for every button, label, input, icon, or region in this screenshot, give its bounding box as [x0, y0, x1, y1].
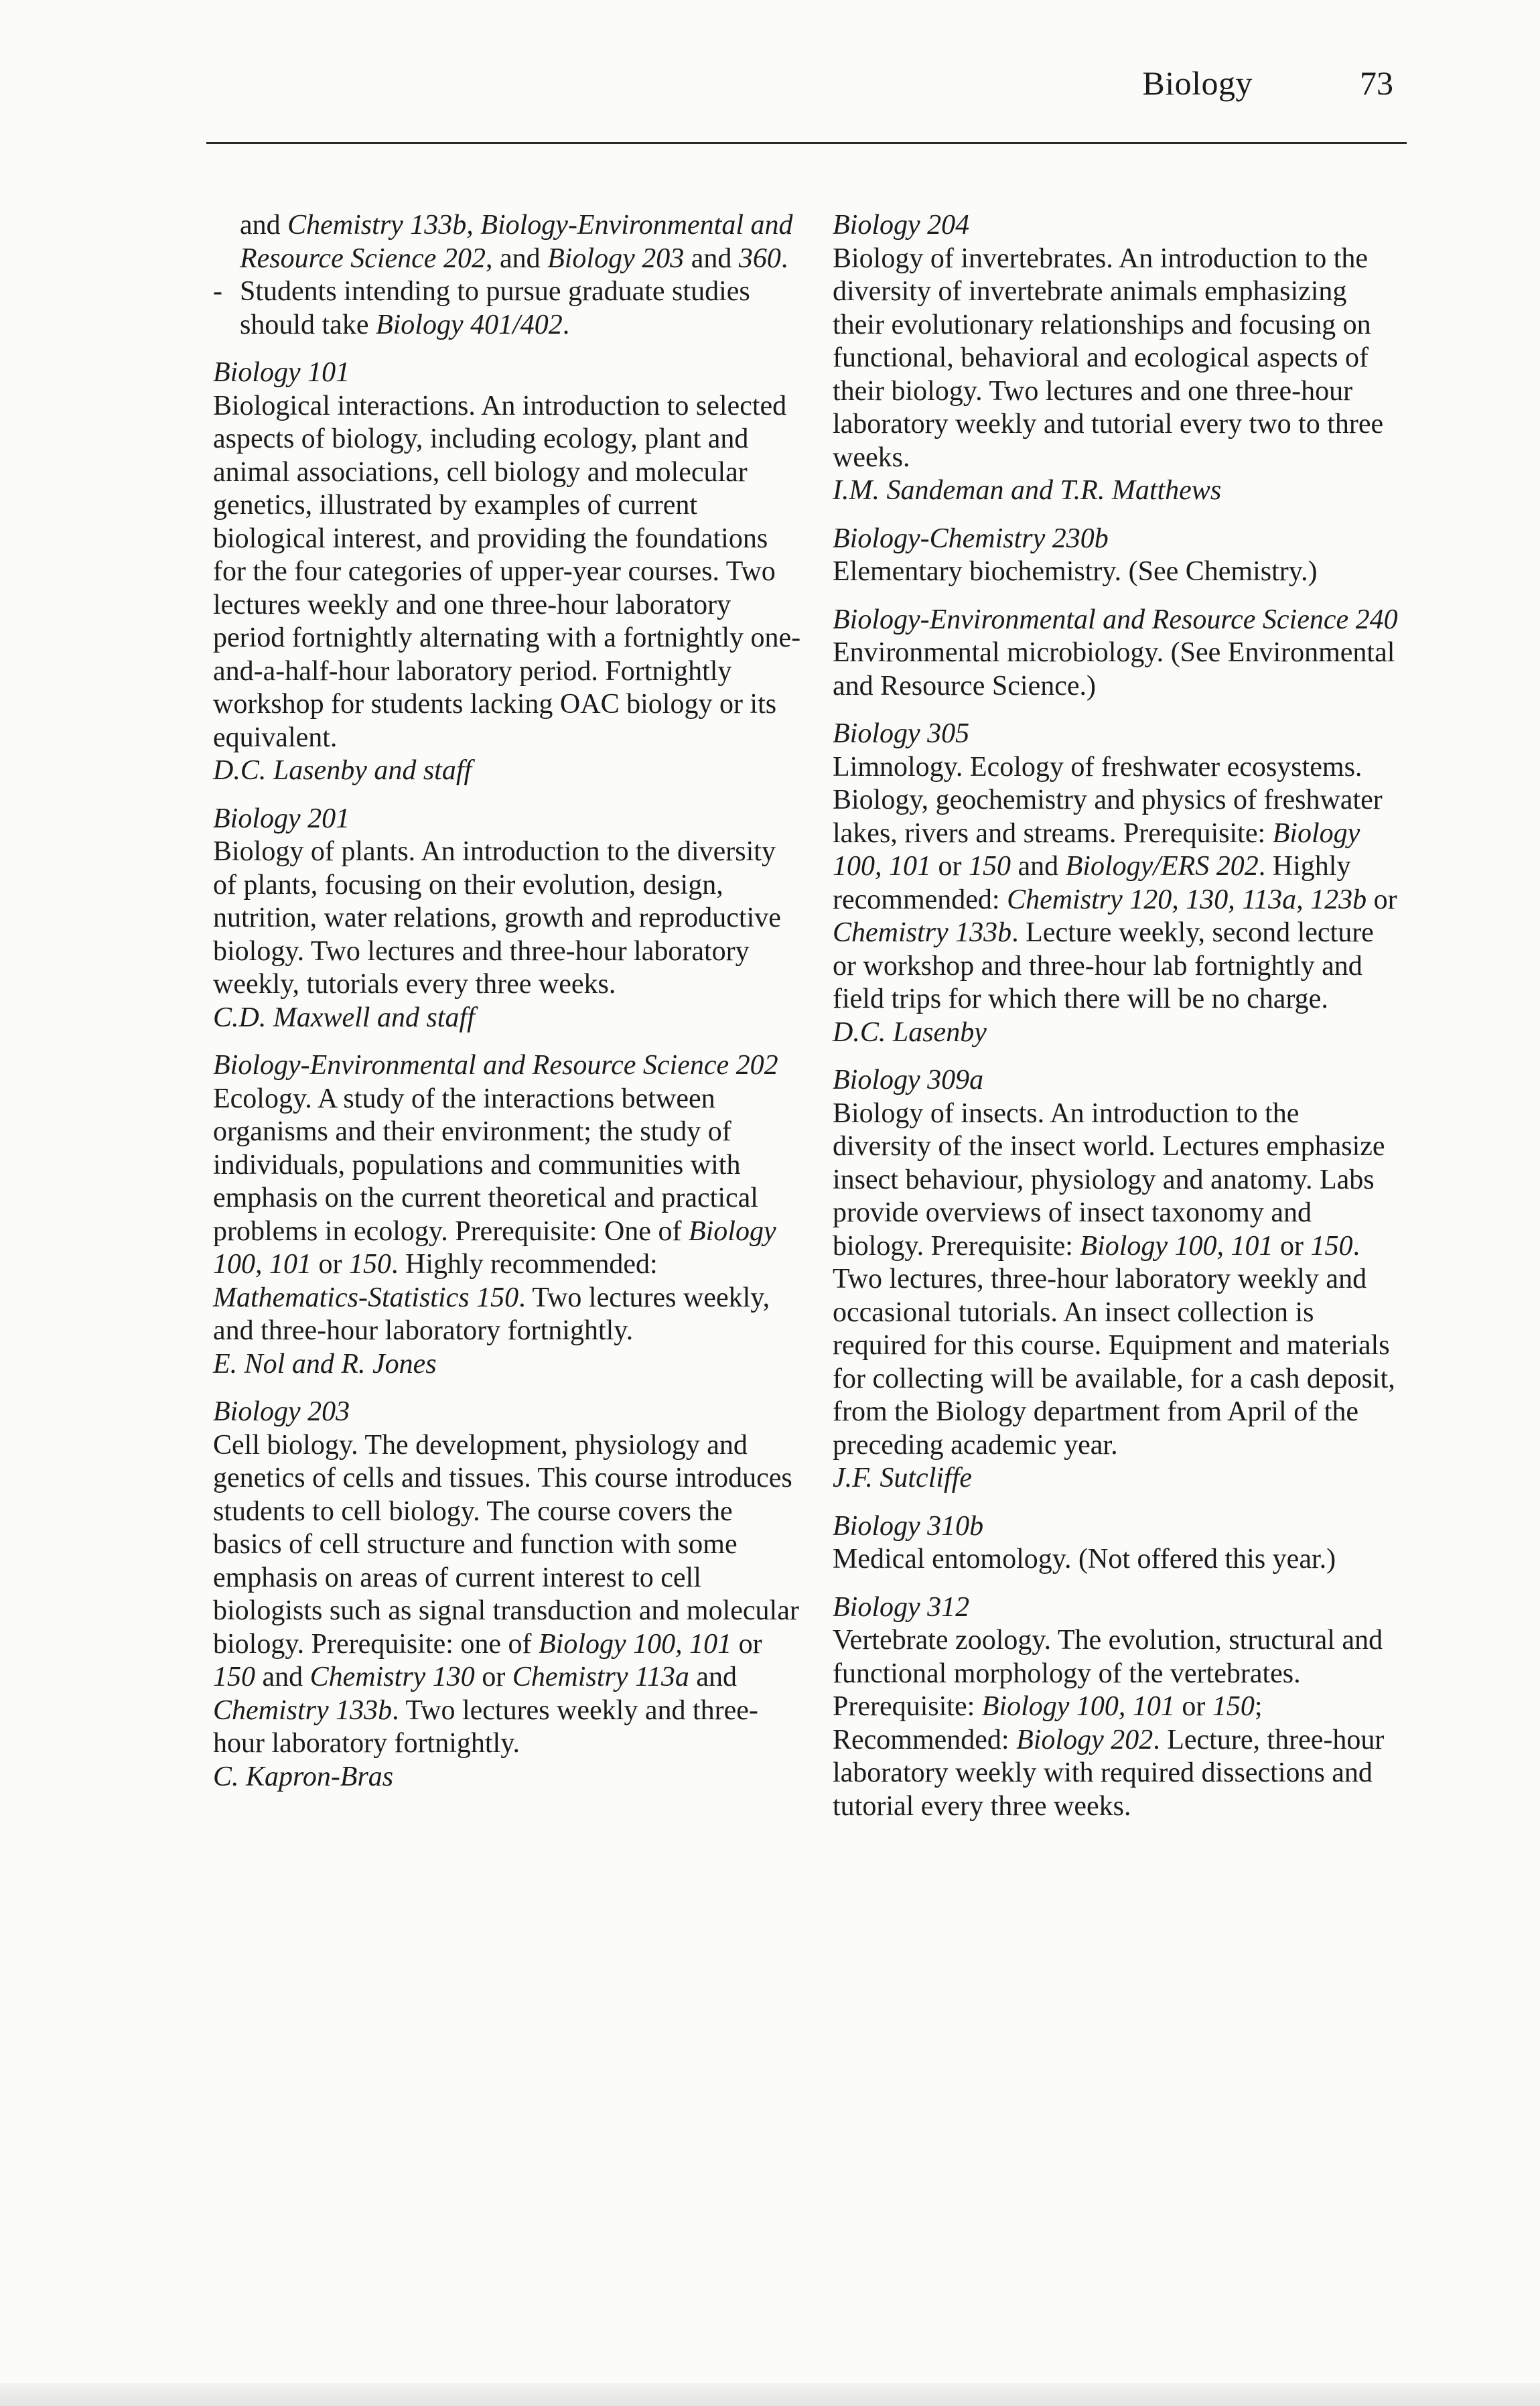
course-title: Biology 101	[213, 357, 350, 388]
course-instructor: C.D. Maxwell and staff	[213, 1002, 475, 1033]
course-title: Biology 310b	[833, 1510, 984, 1542]
course-description: Biology of invertebrates. An introduction to the diversity of invertebrate animals emphasizing their evolutionary relationships and focusing on functional, behavioral and ecological aspects of their biology. Two lectures and one three-hour laboratory weekly and tutorial every two to three weeks.	[833, 243, 1384, 473]
course-instructor: C. Kapron-Bras	[213, 1761, 394, 1792]
graduate-studies-note: - Students intending to pursue graduate studies should take Biology 401/402.	[213, 276, 750, 340]
right-column	[833, 209, 1399, 1838]
course-title: Biology-Environmental and Resource Science 240	[833, 604, 1398, 635]
course-entry-biology-310b	[833, 1510, 1399, 1577]
course-entry-biology-305	[833, 718, 1399, 1049]
course-title: Biology 203	[213, 1396, 350, 1427]
course-entry-biology-ers-202	[213, 1049, 802, 1381]
course-entry-biology-203	[213, 1396, 802, 1794]
course-description: Ecology. A study of the interactions between organisms and their environment; the study of individuals, populations and communities with emphasis on the current theoretical and practical problems in ecology. Prerequisite: One of Biology 100, 101 or 150. Highly recommended: Mathematics-Statistics 150. Two lectures weekly, and three-hour laboratory fortnightly.	[213, 1083, 776, 1346]
course-description: Limnology. Ecology of freshwater ecosystems. Biology, geochemistry and physics of freshwater lakes, rivers and streams. Prerequisite: Biology 100, 101 or 150 and Biology/ERS 202. Highly recommended: Chemistry 120, 130, 113a, 123b or Chemistry 133b. Lecture weekly, second lecture or workshop and three-hour lab fortnightly and field trips for which there will be no charge.	[833, 751, 1397, 1014]
course-instructor: I.M. Sandeman and T.R. Matthews	[833, 475, 1222, 506]
page-bottom-edge	[0, 2383, 1540, 2406]
course-title: Biology 201	[213, 803, 350, 834]
header-rule	[206, 142, 1407, 144]
course-description: Vertebrate zoology. The evolution, structural and functional morphology of the vertebrates. Prerequisite: Biology 100, 101 or 150; Recommended: Biology 202. Lecture, three-hour laboratory weekly with required dissections and tutorial every three weeks.	[833, 1625, 1385, 1822]
course-instructor: D.C. Lasenby and staff	[213, 755, 472, 786]
course-entry-biology-309a	[833, 1064, 1399, 1495]
course-description: Elementary biochemistry. (See Chemistry.)	[833, 556, 1318, 587]
course-description: Biology of plants. An introduction to the diversity of plants, focusing on their evolution, design, nutrition, water relations, growth and reproductive biology. Two lectures and three-hour laboratory weekly, tutorials every three weeks.	[213, 836, 781, 1000]
course-entry-biology-312	[833, 1591, 1399, 1824]
course-title: Biology-Chemistry 230b	[833, 523, 1109, 554]
left-column	[213, 209, 802, 1808]
page-number: 73	[1360, 64, 1393, 102]
course-description: Biology of insects. An introduction to the diversity of the insect world. Lectures emphasize insect behaviour, physiology and anatomy. Labs provide overviews of insect taxonomy and biology. Prerequisite: Biology 100, 101 or 150. Two lectures, three-hour laboratory weekly and occasional tutorials. An insect collection is required for this course. Equipment and materials for collecting will be available, for a cash deposit, from the Biology department from April of the preceding academic year.	[833, 1097, 1395, 1461]
course-title: Biology 309a	[833, 1065, 984, 1095]
course-description: Cell biology. The development, physiology and genetics of cells and tissues. This course introduces students to cell biology. The course covers the basics of cell structure and function with some emphasis on areas of current interest to cell biologists such as signal transduction and molecular biology. Prerequisite: one of Biology 100, 101 or 150 and Chemistry 130 or Chemistry 113a and Chemistry 133b. Two lectures weekly and three-hour laboratory fortnightly.	[213, 1429, 799, 1759]
continued-prerequisites: and Chemistry 133b, Biology-Environmental and Resource Science 202, and Biology 203 and 360.	[240, 210, 793, 274]
course-instructor: J.F. Sutcliffe	[833, 1463, 973, 1493]
course-instructor: D.C. Lasenby	[833, 1016, 987, 1048]
course-entry-biology-ers-240	[833, 604, 1399, 704]
dash-bullet: -	[213, 276, 222, 307]
course-description: Environmental microbiology. (See Environmental and Resource Science.)	[833, 637, 1395, 701]
course-title: Biology-Environmental and Resource Science 202	[213, 1050, 778, 1081]
course-description: Biological interactions. An introduction to selected aspects of biology, including ecology, plant and animal associations, cell biology and molecular genetics, illustrated by examples of current biological interest, and providing the foundations for the four categories of upper-year courses. Two lectures weekly and one three-hour laboratory period fortnightly alternating with a fortnightly one-and-a-half-hour laboratory period. Fortnightly workshop for students lacking OAC biology or its equivalent.	[213, 390, 801, 753]
course-entry-biology-201	[213, 803, 802, 1035]
course-title: Biology 204	[833, 210, 970, 241]
course-title: Biology 305	[833, 718, 970, 749]
course-entry-biology-101	[213, 356, 802, 788]
course-title: Biology 312	[833, 1591, 970, 1623]
course-entry-biology-chemistry-230b	[833, 523, 1399, 589]
course-entry-biology-204	[833, 209, 1399, 508]
course-instructor: E. Nol and R. Jones	[213, 1348, 437, 1380]
course-description: Medical entomology. (Not offered this year.)	[833, 1544, 1336, 1575]
running-head: Biology	[1142, 64, 1253, 102]
page-header	[0, 64, 1393, 104]
